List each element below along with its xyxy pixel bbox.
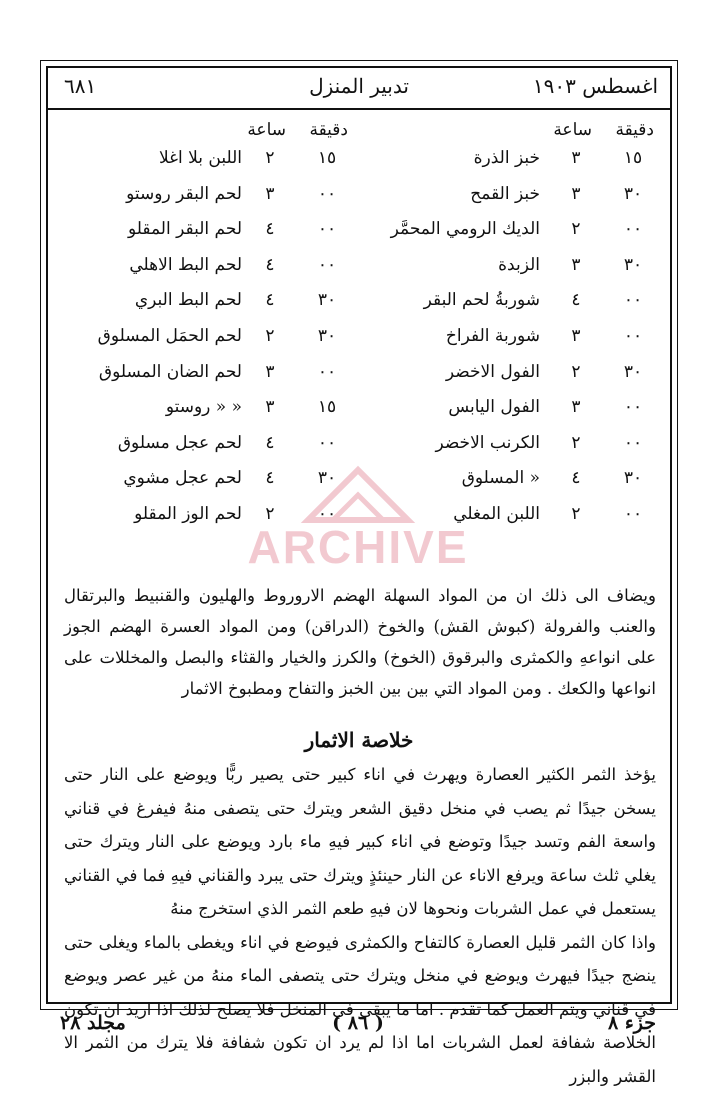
table-row [364, 251, 664, 287]
footer-volume: مجلد ٢٨ [60, 1012, 126, 1034]
minutes-cell: ٠٠ [623, 503, 643, 524]
hours-cell: ٢ [571, 219, 581, 240]
food-name-cell: شوربة الفراخ [445, 325, 540, 346]
column-header [58, 114, 358, 144]
hours-cell: ٤ [571, 468, 581, 489]
table-row [364, 358, 664, 394]
section-title: خلاصة الاثمار [304, 728, 414, 752]
table-row [364, 429, 664, 465]
food-name-cell: الكرنب الاخضر [435, 432, 540, 453]
table-row [58, 286, 358, 322]
table-column-right [364, 114, 664, 572]
food-name-cell: شوربةُ لحم البقر [423, 290, 540, 311]
minutes-cell: ٣٠ [317, 468, 337, 489]
food-name-cell: خبز القمح [470, 183, 540, 204]
hours-cell: ٤ [265, 290, 275, 311]
food-name-cell: لحم الحمَل المسلوق [97, 325, 242, 346]
food-name-cell: الزبدة [498, 254, 540, 275]
header-divider [48, 108, 670, 110]
table-row [364, 322, 664, 358]
table-row [58, 500, 358, 536]
table-row [364, 144, 664, 180]
table-row [58, 251, 358, 287]
minutes-cell: ٣٠ [623, 183, 643, 204]
hours-cell: ٢ [571, 432, 581, 453]
hours-cell: ٣ [571, 148, 581, 168]
minutes-cell: ٣٠ [623, 361, 643, 382]
minutes-cell: ٣٠ [317, 325, 337, 346]
food-name-cell: الفول الاخضر [445, 361, 540, 382]
minutes-cell: ٣٠ [317, 290, 337, 311]
food-name-cell: الديك الرومي المحمَّر [390, 219, 540, 240]
table-row [364, 180, 664, 216]
hours-cell: ٤ [265, 468, 275, 489]
table-row [364, 286, 664, 322]
minute-header: دقيقة [615, 120, 654, 140]
rows-left [58, 144, 358, 536]
table-row [58, 464, 358, 500]
table-row [364, 393, 664, 429]
minutes-cell: ١٥ [623, 148, 643, 168]
food-name-cell: اللبن المغلي [453, 503, 540, 524]
hours-cell: ٣ [571, 397, 581, 418]
hours-cell: ٢ [571, 361, 581, 382]
header-page-number: ٦٨١ [64, 74, 97, 98]
minutes-cell: ٠٠ [623, 219, 643, 240]
minutes-cell: ٠٠ [317, 503, 337, 524]
food-name-cell: لحم البط الاهلي [129, 254, 242, 275]
paragraph-fruit-extract [64, 758, 656, 1093]
paragraph-juicy-fruit: يؤخذ الثمر الكثير العصارة ويهرث في اناء كبير حتى يصير ربًّا ويوضع على النار حتى يسخن جيدًا ثم يصب في منخل دقيق الشعر ويترك حتى يتصفى منهُ فيفرغ في قناني واسعة الفم وتسد جيدًا وتوضع في اناء كبير فيهِ ماء بارد ويوضع على النار ويترك حتى يغلي ثلث ساعة ويرفع الاناء عن النار حينئذٍ ويترك حتى يبرد والقناني فيهِ فما في القناني يستعمل في عمل الشربات ونحوها لان فيهِ طعم الثمر الذي استخرج منهُ [64, 765, 656, 918]
column-header [364, 114, 664, 144]
food-name-cell: خبز الذرة [473, 148, 540, 168]
digestion-time-table [48, 114, 670, 572]
hour-header: ساعة [247, 120, 286, 140]
hours-cell: ٣ [571, 325, 581, 346]
food-name-cell: لحم البقر روستو [126, 183, 242, 204]
minutes-cell: ٠٠ [317, 183, 337, 204]
minutes-cell: ٠٠ [317, 361, 337, 382]
food-name-cell: لحم البط البري [134, 290, 242, 311]
minutes-cell: ١٥ [317, 148, 337, 168]
hours-cell: ٣ [265, 361, 275, 382]
footer-page: ( ٨٦ ) [332, 1012, 384, 1034]
minutes-cell: ١٥ [317, 397, 337, 418]
paragraph-dry-fruit: واذا كان الثمر قليل العصارة كالتفاح والكمثرى فيوضع في اناء ويغطى بالماء ويغلى حتى ينضج جيدًا فيهرث ويوضع في منخل ويترك حتى يتصفى الماء منهُ من غير عصر ويوضع في قناني ويتم العمل كما تقدم . اما ما يبقى في المنخل فلا يصلح لذلك اذا اريد ان تكون الخلاصة شفافة لعمل الشربات اما اذا لم يرد ان تكون شفافة فلا يترك من الثمر الا القشر والبزر [64, 932, 656, 1086]
hours-cell: ٢ [265, 503, 275, 524]
table-row [58, 144, 358, 180]
minutes-cell: ٠٠ [317, 432, 337, 453]
hours-cell: ٤ [265, 432, 275, 453]
table-row [364, 500, 664, 536]
minutes-cell: ٠٠ [317, 219, 337, 240]
minute-header: دقيقة [309, 120, 348, 140]
page-footer [46, 1010, 670, 1040]
watermark-text: ARCHIVE [247, 521, 469, 573]
minutes-cell: ٣٠ [623, 254, 643, 275]
table-row [58, 322, 358, 358]
table-row [58, 429, 358, 465]
food-name-cell: لحم عجل مشوي [123, 468, 242, 489]
hours-cell: ٣ [571, 254, 581, 275]
table-row [58, 215, 358, 251]
food-name-cell: الفول اليابس [448, 397, 540, 418]
table-column-left [58, 114, 358, 572]
table-row [364, 215, 664, 251]
hours-cell: ٣ [571, 183, 581, 204]
food-name-cell: اللبن بلا اغلا [158, 148, 242, 168]
page-header [48, 74, 670, 104]
food-name-cell: لحم عجل مسلوق [117, 432, 242, 453]
minutes-cell: ٠٠ [623, 290, 643, 311]
table-row [364, 464, 664, 500]
food-name-cell: « « روستو [165, 397, 242, 418]
rows-right [364, 144, 664, 536]
minutes-cell: ٠٠ [623, 325, 643, 346]
hours-cell: ٤ [571, 290, 581, 311]
hours-cell: ٢ [265, 148, 275, 168]
hours-cell: ٤ [265, 219, 275, 240]
minutes-cell: ٣٠ [623, 468, 643, 489]
hours-cell: ٢ [265, 325, 275, 346]
hours-cell: ٤ [265, 254, 275, 275]
table-row [58, 358, 358, 394]
hours-cell: ٢ [571, 503, 581, 524]
minutes-cell: ٠٠ [317, 254, 337, 275]
hour-header: ساعة [553, 120, 592, 140]
minutes-cell: ٠٠ [623, 397, 643, 418]
food-name-cell: « المسلوق [461, 468, 540, 489]
food-name-cell: لحم الوز المقلو [134, 503, 242, 524]
table-row [58, 393, 358, 429]
paragraph-easy-hard-foods: ويضاف الى ذلك ان من المواد السهلة الهضم الاروروط والهليون والقنبيط والبرتقال والعنب والفرولة (كبوش القش) والخوخ (الدراقن) ومن المواد العسرة الهضم الجوز على انواعهِ والكمثرى والبرقوق (الخوخ) والكرز والخيار والقثاء والبصل والمخللات على انواعها والكعك . ومن المواد التي بين بين الخبز والتفاح ومطبوخ الاثمار [64, 586, 656, 698]
header-date: اغسطس ١٩٠٣ [532, 74, 658, 98]
food-name-cell: لحم الضان المسلوق [98, 361, 242, 382]
footer-part: جزء ٨ [608, 1012, 656, 1034]
header-title: تدبير المنزل [309, 74, 409, 98]
minutes-cell: ٠٠ [623, 432, 643, 453]
hours-cell: ٣ [265, 397, 275, 418]
table-row [58, 180, 358, 216]
hours-cell: ٣ [265, 183, 275, 204]
food-name-cell: لحم البقر المقلو [127, 219, 242, 240]
